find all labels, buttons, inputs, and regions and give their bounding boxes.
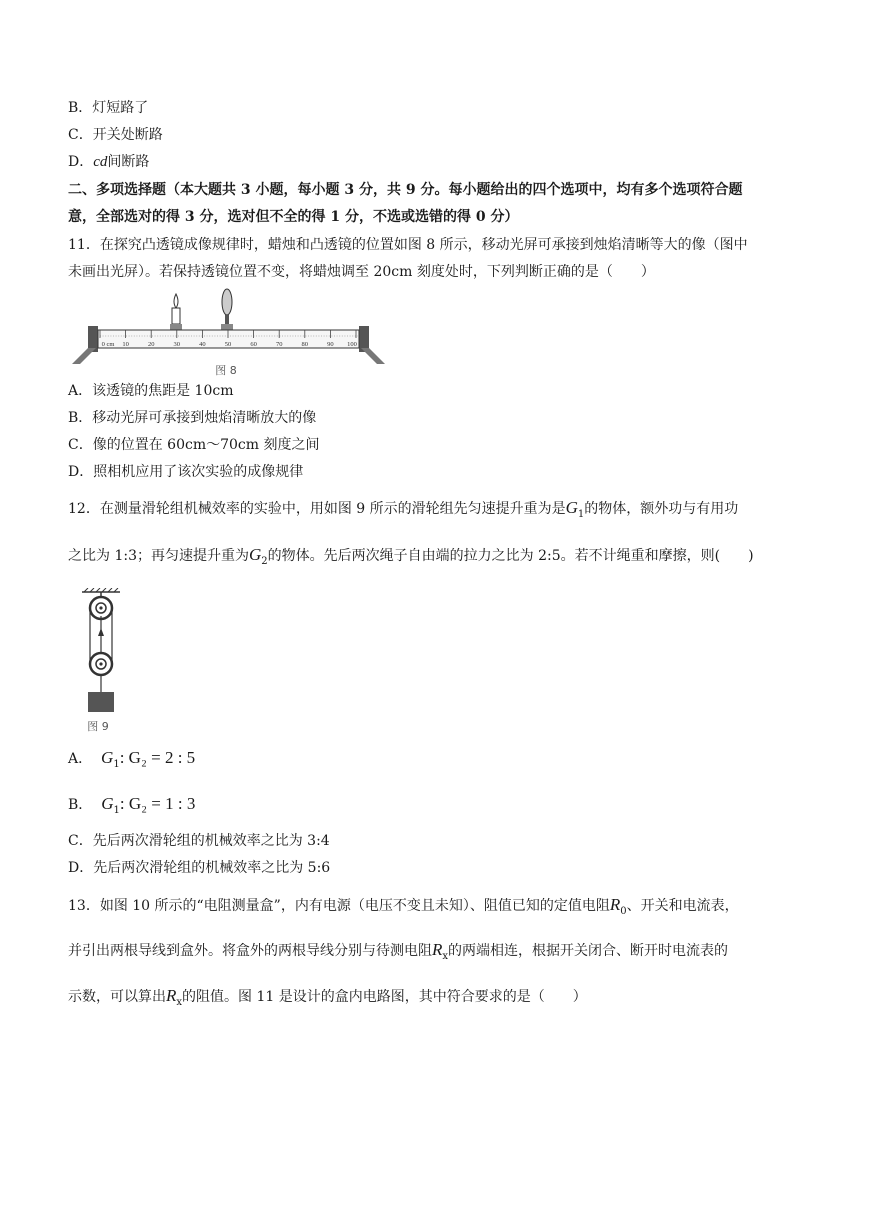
weight-block <box>88 692 114 712</box>
q11-stem-line2: 未画出光屏）。若保持透镜位置不变，将蜡烛调至 20cm 刻度处时，下列判断正确的是（ ） <box>68 264 655 280</box>
q12-option-a-label: A． <box>68 751 93 767</box>
q12-line1-text-b: 的物体，额外功与有用功 <box>584 501 739 517</box>
bench-left-leg <box>72 348 96 364</box>
q11-stem-line1: 11．在探究凸透镜成像规律时，蜡烛和凸透镜的位置如图 8 所示，移动光屏可承接到烛焰清晰等大的像（图中 <box>68 237 748 253</box>
q12-option-a-g1: G <box>101 748 114 767</box>
ruler-label-80: 80 <box>301 341 309 348</box>
ruler-label-70: 70 <box>275 341 283 348</box>
ruler-label-50: 50 <box>224 341 232 348</box>
q13-line3-text-a: 示数，可以算出 <box>68 989 166 1005</box>
q12-option-d: D．先后两次滑轮组的机械效率之比为 5:6 <box>68 860 331 876</box>
q11-option-c: C．像的位置在 60cm～70cm 刻度之间 <box>68 437 320 453</box>
q11-option-a: A．该透镜的焦距是 10cm <box>68 383 234 399</box>
q12-line2-text-b: 的物体。先后两次绳子自由端的拉力之比为 2:5。若不计绳重和摩擦，则( ) <box>267 548 754 564</box>
q13-stem-line2 <box>68 940 728 967</box>
q13-var-rx: R <box>432 940 443 959</box>
fixed-pulley-icon <box>90 597 112 619</box>
q12-var-g1: G <box>565 498 578 517</box>
ruler-label-0: 0 cm <box>101 341 115 348</box>
q12-option-b-value: : G₂ = 1 : 3 <box>119 794 196 813</box>
q12-option-a <box>68 748 195 775</box>
q12-var-g2: G <box>248 545 262 564</box>
q12-stem-line2 <box>68 545 754 572</box>
option-d-prefix: D． <box>68 154 94 170</box>
section2-heading-line2: 意，全部选对的得 3 分，选对但不全的得 1 分，不选或选错的得 0 分） <box>68 209 519 225</box>
q13-var-r0: R <box>609 895 621 914</box>
section2-heading-line1: 二、多项选择题（本大题共 3 小题，每小题 3 分，共 9 分。每小题给出的四个选项中，均有多个选项符合题 <box>68 182 743 198</box>
q13-stem-line3 <box>68 986 587 1013</box>
movable-pulley-icon <box>90 653 112 675</box>
q12-option-b-g1: G <box>101 794 114 813</box>
option-d-suffix: 间断路 <box>107 154 150 170</box>
q12-option-a-value: : G₂ = 2 : 5 <box>119 748 196 767</box>
option-d-var: cd <box>93 154 108 170</box>
q13-line1-text-a: 13．如图 10 所示的“电阻测量盒”，内有电源（电压不变且未知）、阻值已知的定值电阻 <box>68 898 610 914</box>
q12-option-b-label: B． <box>68 797 93 813</box>
figure-9-caption: 图 9 <box>87 720 109 733</box>
q12-line1-text-a: 12．在测量滑轮组机械效率的实验中，用如图 9 所示的滑轮组先匀速提升重为是 <box>68 501 566 517</box>
q13-line1-text-b: 、开关和电流表， <box>626 898 739 914</box>
figure-8-optical-bench <box>68 288 390 378</box>
q13-sub-x: x <box>442 950 449 962</box>
q12-option-a-sub: 1 <box>113 758 120 770</box>
q12-option-b <box>68 794 195 821</box>
q13-line2-text-a: 并引出两根导线到盒外。将盒外的两根导线分别与待测电阻 <box>68 943 432 959</box>
q13-line2-text-b: 的两端相连，根据开关闭合、断开时电流表的 <box>448 943 729 959</box>
q12-stem-line1 <box>68 498 738 525</box>
ruler-label-10: 10 <box>122 341 129 348</box>
q12-sub-2: 2 <box>261 555 268 567</box>
figure-9-pulley-system <box>76 588 128 734</box>
ruler-label-30: 30 <box>173 341 181 348</box>
bench-right-leg <box>361 348 385 364</box>
q13-line3-text-b: 的阻值。图 11 是设计的盒内电路图，其中符合要求的是（ ） <box>182 989 587 1005</box>
ruler-label-90: 90 <box>327 341 334 348</box>
convex-lens-icon <box>221 289 233 330</box>
figure-8-caption: 图 8 <box>215 364 237 377</box>
option-c-prev: C．开关处断路 <box>68 127 163 143</box>
q11-option-d: D．照相机应用了该次实验的成像规律 <box>68 464 304 480</box>
q12-sub-1: 1 <box>577 508 585 520</box>
option-b-prev: B．灯短路了 <box>68 100 149 116</box>
q11-option-b: B．移动光屏可承接到烛焰清晰放大的像 <box>68 410 317 426</box>
option-d-prev <box>68 152 149 172</box>
q12-line2-text-a: 之比为 1:3；再匀速提升重为 <box>68 548 249 564</box>
candle-icon <box>170 294 182 330</box>
q13-stem-line1 <box>68 895 739 922</box>
ceiling-hatch-icon <box>82 588 120 592</box>
q13-var-rx-2: R <box>166 986 177 1005</box>
q12-option-b-sub: 1 <box>113 804 120 816</box>
ruler-label-40: 40 <box>199 341 206 348</box>
q13-sub-0: 0 <box>620 905 627 917</box>
ruler-label-20: 20 <box>147 341 155 348</box>
q12-option-c: C．先后两次滑轮组的机械效率之比为 3:4 <box>68 833 330 849</box>
ruler-label-60: 60 <box>250 341 257 348</box>
q13-sub-x-2: x <box>176 996 183 1008</box>
ruler-label-100: 100 <box>347 341 357 348</box>
